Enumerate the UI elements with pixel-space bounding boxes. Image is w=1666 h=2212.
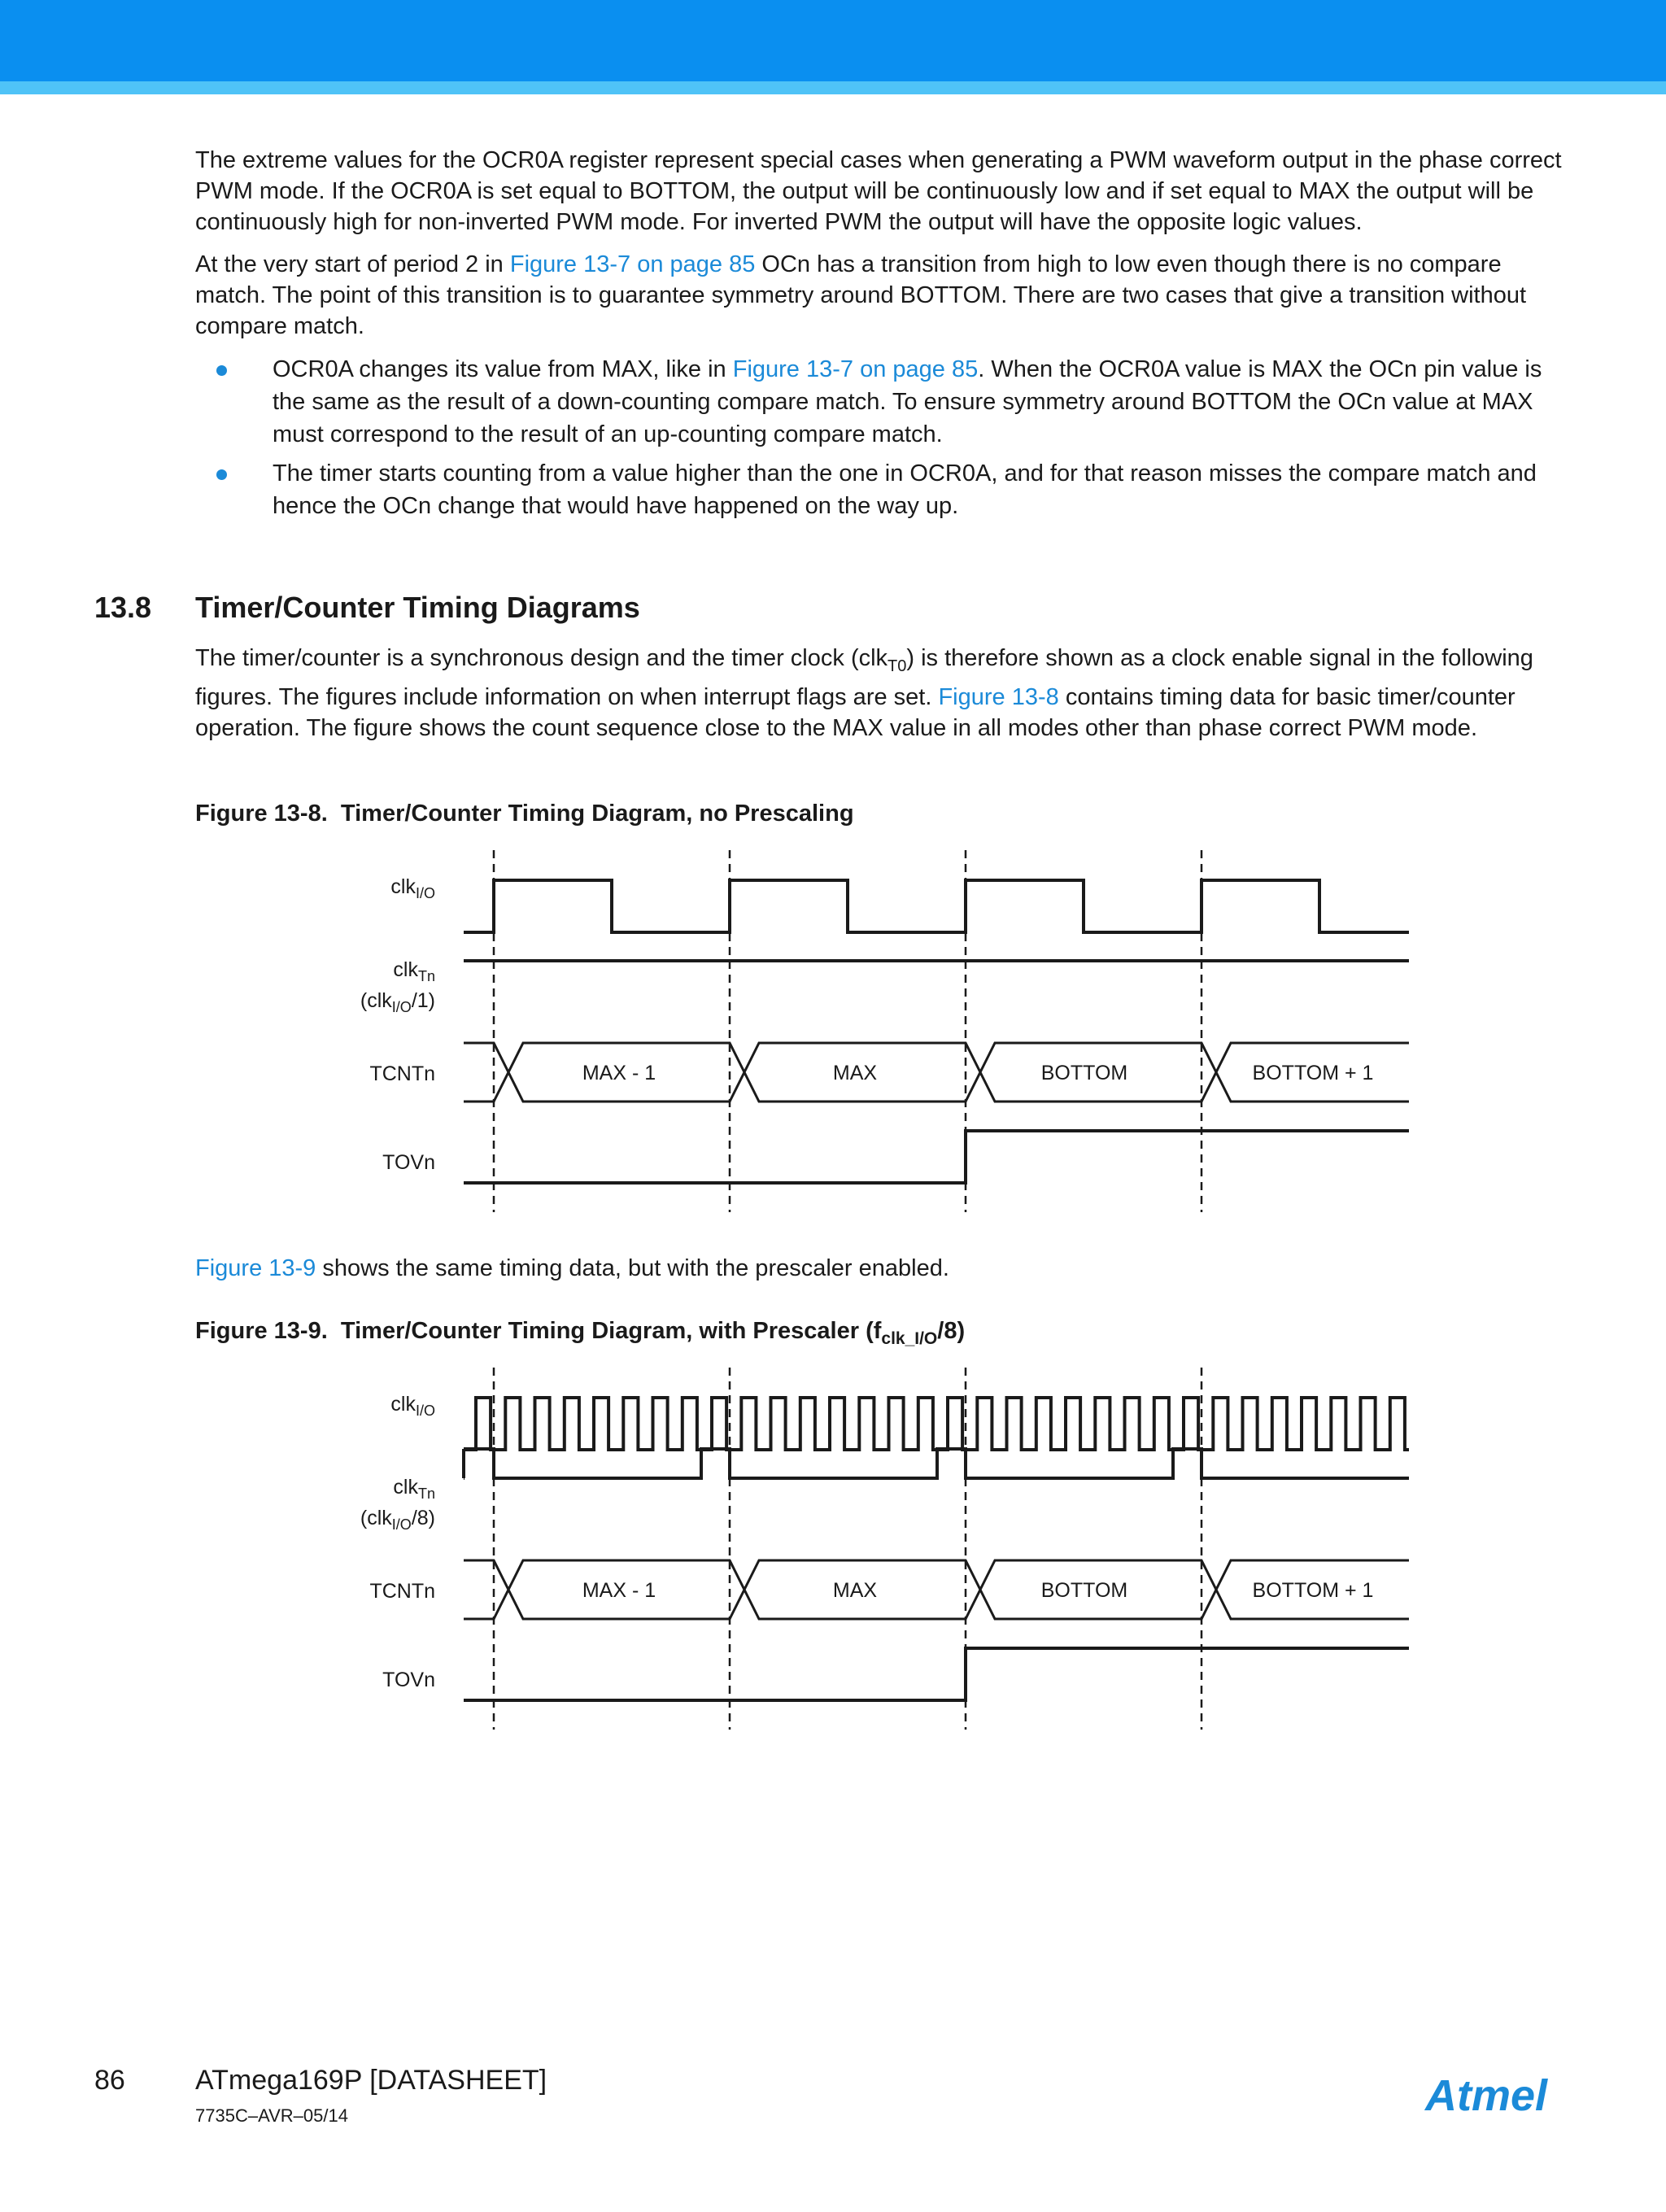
tcntn-value-bottom-plus-1: BOTTOM + 1 bbox=[1252, 1062, 1374, 1084]
timing-diagram-no-prescaling bbox=[0, 846, 1666, 1224]
tcntn-value-max-minus-1: MAX - 1 bbox=[582, 1579, 656, 1602]
tcntn-value-max-minus-1: MAX - 1 bbox=[582, 1062, 656, 1084]
clktn-divider-label: (clk$_{I/O}$/8) bbox=[360, 1507, 435, 1533]
figure-13-9-link[interactable]: Figure 13-9 bbox=[195, 1255, 316, 1281]
list-item: OCR0A changes its value from MAX, like in Figure 13-7 on page 85. When the OCR0A value is MAX the OCn pin value is the same as the result of a down-counting compare match. To ensure symmetry around BOTTOM the OCn value at MAX must correspond to the result of an up-counting compare match. bbox=[195, 353, 1568, 451]
figure-13-9-intro: Figure 13-9 shows the same timing data, but with the prescaler enabled. bbox=[195, 1255, 949, 1281]
figure-13-7-link[interactable]: Figure 13-7 on page 85 bbox=[509, 251, 756, 277]
bullet-icon bbox=[216, 469, 227, 480]
list-item: The timer starts counting from a value higher than the one in OCR0A, and for that reason misses the compare match and hence the OCn change that would have happened on the way up. bbox=[195, 457, 1568, 522]
section-intro bbox=[195, 643, 1568, 755]
tovn-label: TOVn bbox=[382, 1669, 435, 1691]
tovn-waveform bbox=[464, 1648, 1409, 1700]
paragraph-timing-intro: The timer/counter is a synchronous design and the timer clock (clk$_{T0}$) is therefore shown as a clock enable signal in the following figures. The figures include information on when interrupt flags are set. Figure 13-8 contains timing data for basic timer/counter operation. The figure shows the count sequence close to the MAX value in all modes other than phase correct PWM mode. bbox=[195, 645, 1533, 741]
header-bar bbox=[0, 0, 1666, 81]
figure-13-8-caption: Figure 13-8. Timer/Counter Timing Diagram, no Prescaling bbox=[195, 801, 854, 827]
document-title: ATmega169P [DATASHEET] bbox=[195, 2065, 547, 2096]
atmel-logo bbox=[1424, 2066, 1570, 2123]
clktn-label: clk$_{Tn}$ bbox=[393, 1476, 435, 1502]
tovn-label: TOVn bbox=[382, 1151, 435, 1174]
figure-13-7-link[interactable]: Figure 13-7 on page 85 bbox=[732, 356, 979, 382]
body-text bbox=[195, 145, 1568, 529]
timing-diagram-with-prescaler bbox=[0, 1363, 1666, 1742]
svg-text:Atmel: Atmel bbox=[1425, 2071, 1548, 2120]
tcntn-value-bottom: BOTTOM bbox=[1040, 1579, 1128, 1602]
clkio-waveform bbox=[464, 1398, 1409, 1450]
figure-13-8-link[interactable]: Figure 13-8 bbox=[938, 683, 1059, 710]
bullet-list bbox=[195, 353, 1568, 522]
paragraph-ocr0a-extremes: The extreme values for the OCR0A register represent special cases when generating a PWM waveform output in the phase correct PWM mode. If the OCR0A is set equal to BOTTOM, the output will be continuously low and if set equal to MAX the output will be continuously high for non-inverted PWM mode. For inverted PWM the output will have the opposite logic values. bbox=[195, 147, 1562, 235]
document-code: 7735C–AVR–05/14 bbox=[195, 2105, 348, 2126]
clkio-label: clk$_{I/O}$ bbox=[390, 875, 435, 901]
figure-13-9-caption: Figure 13-9. Timer/Counter Timing Diagram, with Prescaler $(f_{clk\_I/O}/8)$ bbox=[195, 1318, 966, 1348]
clkio-waveform bbox=[464, 880, 1409, 932]
clkio-label: clk$_{I/O}$ bbox=[390, 1393, 435, 1419]
clktn-label: clk$_{Tn}$ bbox=[393, 958, 435, 984]
clktn-divider-label: (clk$_{I/O}$/1) bbox=[360, 989, 435, 1015]
tcntn-value-bottom-plus-1: BOTTOM + 1 bbox=[1252, 1579, 1374, 1602]
header-stripe bbox=[0, 81, 1666, 94]
tcntn-label: TCNTn bbox=[369, 1062, 435, 1085]
paragraph-period-2: At the very start of period 2 in Figure 13-7 on page 85 OCn has a transition from high to low even though there is no compare match. The point of this transition is to guarantee symmetry around BOTTOM. There are two cases that give a transition without compare match. bbox=[195, 251, 1527, 339]
tcntn-label: TCNTn bbox=[369, 1580, 435, 1603]
tcntn-value-max: MAX bbox=[832, 1062, 878, 1084]
bullet-icon bbox=[216, 365, 227, 376]
tovn-waveform bbox=[464, 1131, 1409, 1183]
page-number: 86 bbox=[94, 2065, 125, 2096]
tcntn-value-max: MAX bbox=[832, 1579, 878, 1602]
tcntn-value-bottom: BOTTOM bbox=[1040, 1062, 1128, 1084]
section-heading: 13.8 Timer/Counter Timing Diagrams bbox=[94, 591, 640, 624]
clktn-enable-waveform bbox=[464, 1449, 1409, 1478]
